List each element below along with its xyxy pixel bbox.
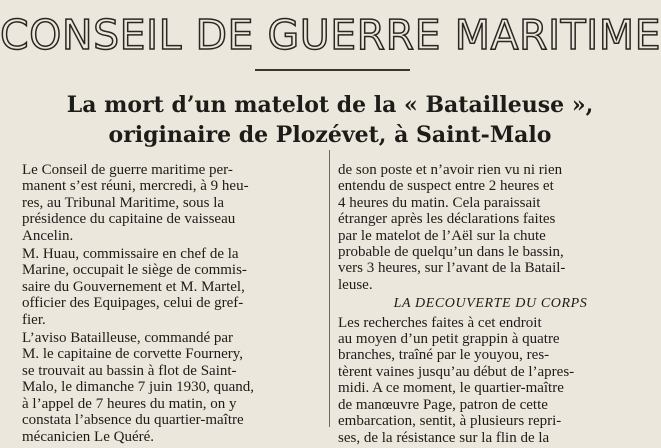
text-line: par le matelot de l’Aël sur la chute <box>338 227 546 244</box>
headline-line-2: originaire de Plozévet, à Saint-Malo <box>108 122 552 148</box>
headline-line-1: La mort d’un matelot de la « Batailleuse », <box>66 92 594 118</box>
text-line: manent s’est réuni, mercredi, à 9 heu- <box>22 178 249 195</box>
text-line: ses, de la résistance sur la flin de la <box>338 429 550 446</box>
text-line: M. Huau, commissaire en chef de la <box>22 246 239 263</box>
paragraph-2 <box>22 246 322 328</box>
text-line: étranger après les déclarations faites <box>338 211 556 228</box>
text-line: tèrent vaines jusqu’au début de l’apres- <box>338 363 575 380</box>
text-line: au moyen d’un petit grappin à quatre <box>338 331 560 348</box>
rubric-title: CONSEIL DE GUERRE MARITIME <box>0 11 661 59</box>
title-rule <box>255 69 410 71</box>
text-line: midi. A ce moment, le quartier-maître <box>338 380 564 397</box>
left-column <box>22 162 322 447</box>
text-line: entendu de suspect entre 2 heures et <box>338 178 554 195</box>
text-line: Les recherches faites à cet endroit <box>338 314 542 331</box>
right-column <box>338 162 643 448</box>
article-headline <box>30 90 630 150</box>
text-line: Marine, occupait le siège de commis- <box>22 262 247 279</box>
text-line: 4 heures du matin. Cela paraissait <box>338 194 541 211</box>
text-line: de manœuvre Page, patron de cette <box>338 396 548 413</box>
text-line: branches, traîné par le youyou, res- <box>338 347 550 364</box>
paragraph-discovery <box>338 315 643 446</box>
text-line: fier. <box>22 311 46 328</box>
text-line: probable de quelqu’un dans le bassin, <box>338 244 564 261</box>
text-line: se trouvait au bassin à flot de Saint- <box>22 362 237 379</box>
paragraph-3 <box>22 330 322 445</box>
text-line: officier des Equipages, celui de gref- <box>22 295 244 312</box>
text-line: res, au Tribunal Maritime, sous la <box>22 194 225 211</box>
text-line: de son poste et n’avoir rien vu ni rien <box>338 162 563 178</box>
text-line: leuse. <box>338 276 373 293</box>
text-line: mécanicien Le Quéré. <box>22 428 155 445</box>
text-line: constata l’absence du quartier-maître <box>22 412 244 429</box>
text-line: saire du Gouvernement et M. Martel, <box>22 278 245 295</box>
paragraph-continued <box>338 162 643 293</box>
text-line: à l’appel de 7 heures du matin, on y <box>22 395 237 412</box>
column-divider <box>329 150 330 427</box>
text-line: Malo, le dimanche 7 juin 1930, quand, <box>22 379 255 396</box>
text-line: présidence du capitaine de vaisseau <box>22 211 236 228</box>
text-line: Ancelin. <box>22 227 74 244</box>
section-subheading: LA DECOUVERTE DU CORPS <box>393 296 588 312</box>
text-line: Le Conseil de guerre maritime per- <box>22 162 233 178</box>
paragraph-1 <box>22 162 322 244</box>
text-line: embarcation, sentit, à plusieurs repri- <box>338 413 562 430</box>
text-line: L’aviso Batailleuse, commandé par <box>22 330 234 347</box>
text-line: vers 3 heures, sur l’avant de la Batail- <box>338 260 566 277</box>
text-line: M. le capitaine de corvette Fournery, <box>22 346 244 363</box>
